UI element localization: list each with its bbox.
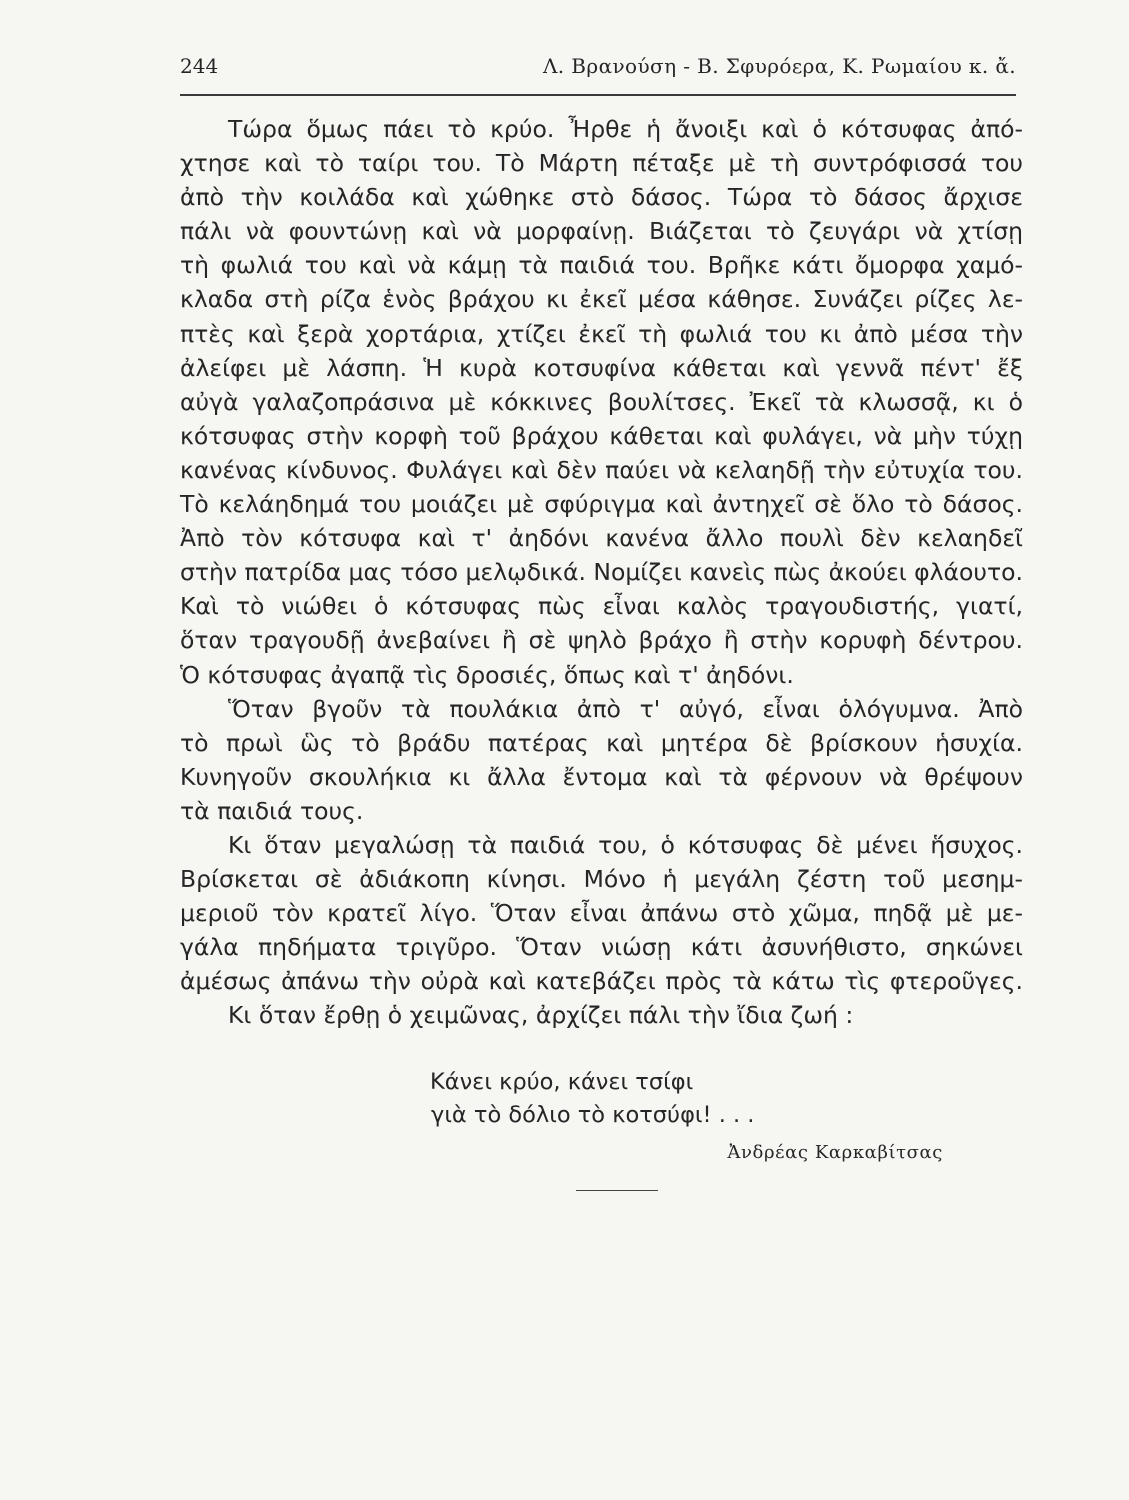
text-line: στὴν πατρίδα μας τόσο μελῳδικά. Νομίζει κανεὶς πὼς ἀκούει φλάουτο.	[180, 558, 1023, 587]
poem-line: γιὰ τὸ δόλιο τὸ κοτσύφι! . . .	[431, 1102, 755, 1128]
text-line: τὴ φωλιά του καὶ νὰ κάμῃ τὰ παιδιά του. Βρῆκε κάτι ὄμορφα χαμό-	[180, 251, 1023, 280]
text-line: Βρίσκεται σὲ ἀδιάκοπη κίνησι. Μόνο ἡ μεγάλη ζέστη τοῦ μεσημ-	[180, 865, 1023, 894]
text-line: πτὲς καὶ ξερὰ χορτάρια, χτίζει ἐκεῖ τὴ φωλιά του κι ἀπὸ μέσα τὴν	[180, 319, 1023, 348]
text-line: ἀμέσως ἀπάνω τὴν οὐρὰ καὶ κατεβάζει πρὸς τὰ κάτω τὶς φτεροῦγες.	[180, 967, 1023, 996]
text-line: Κι ὅταν μεγαλώσῃ τὰ παιδιά του, ὁ κότσυφας δὲ μένει ἥσυχος.	[228, 830, 1023, 859]
text-line: τὸ πρωὶ ὣς τὸ βράδυ πατέρας καὶ μητέρα δὲ βρίσκουν ἡσυχία.	[180, 728, 1023, 757]
poem-line: Κάνει κρύο, κάνει τσίφι	[430, 1069, 694, 1095]
text-line: τὰ παιδιά τους.	[180, 796, 364, 825]
main-text	[180, 112, 1023, 1033]
text-line: Τὸ κελάηδημά του μοιάζει μὲ σφύριγμα καὶ ἀντηχεῖ σὲ ὅλο τὸ δάσος.	[180, 490, 1023, 519]
text-line: Κι ὅταν ἔρθῃ ὁ χειμῶνας, ἀρχίζει πάλι τὴν ἴδια ζωή :	[228, 1001, 854, 1030]
section-divider	[576, 1190, 658, 1191]
text-line: Τώρα ὅμως πάει τὸ κρύο. Ἦρθε ἡ ἄνοιξι καὶ ὁ κότσυφας ἀπό-	[228, 115, 1023, 143]
text-line: κλαδα στὴ ρίζα ἑνὸς βράχου κι ἐκεῖ μέσα κάθησε. Συνάζει ρίζες λε-	[180, 285, 1023, 314]
text-line: Ἀπὸ τὸν κότσυφα καὶ τ' ἀηδόνι κανένα ἄλλο πουλὶ δὲν κελαηδεῖ	[180, 524, 1023, 553]
text-line: ἀλείφει μὲ λάσπη. Ἡ κυρὰ κοτσυφίνα κάθεται καὶ γεννᾶ πέντ' ἔξ	[180, 353, 1023, 382]
text-line: Ὅταν βγοῦν τὰ πουλάκια ἀπὸ τ' αὐγό, εἶναι ὁλόγυμνα. Ἀπὸ	[228, 694, 1023, 723]
text-line: Κυνηγοῦν σκουλήκια κι ἄλλα ἔντομα καὶ τὰ φέρνουν νὰ θρέψουν	[180, 762, 1023, 791]
text-line: γάλα πηδήματα τριγῦρο. Ὅταν νιώσῃ κάτι ἀσυνήθιστο, σηκώνει	[180, 933, 1023, 962]
author-signature: Ἀνδρέας Καρκαβίτσας	[727, 1142, 943, 1163]
page-number: 244	[180, 54, 219, 78]
text-line: κανένας κίνδυνος. Φυλάγει καὶ δὲν παύει νὰ κελαηδῇ τὴν εὐτυχία του.	[180, 455, 1023, 484]
text-line: ἀπὸ τὴν κοιλάδα καὶ χώθηκε στὸ δάσος. Τώρα τὸ δάσος ἄρχισε	[180, 183, 1023, 212]
text-line: κότσυφας στὴν κορφὴ τοῦ βράχου κάθεται καὶ φυλάγει, νὰ μὴν τύχῃ	[180, 421, 1023, 450]
text-line: ὅταν τραγουδῇ ἀνεβαίνει ἢ σὲ ψηλὸ βράχο ἢ στὴν κορυφὴ δέντρου.	[180, 626, 1023, 655]
poem-quote	[430, 1066, 754, 1132]
running-title: Λ. Βρανούση - Β. Σφυρόερα, Κ. Ρωμαίου κ. ἄ.	[542, 54, 1016, 78]
text-line: αὐγὰ γαλαζοπράσινα μὲ κόκκινες βουλίτσες. Ἐκεῖ τὰ κλωσσᾷ, κι ὁ	[180, 387, 1023, 416]
text-line: Ὁ κότσυφας ἀγαπᾷ τὶς δροσιές, ὅπως καὶ τ' ἀηδόνι.	[180, 660, 794, 689]
text-line: μεριοῦ τὸν κρατεῖ λίγο. Ὅταν εἶναι ἀπάνω στὸ χῶμα, πηδᾷ μὲ με-	[180, 899, 1023, 928]
text-line: Καὶ τὸ νιώθει ὁ κότσυφας πὼς εἶναι καλὸς τραγουδιστής, γιατί,	[180, 592, 1023, 621]
text-line: πάλι νὰ φουντώνῃ καὶ νὰ μορφαίνῃ. Βιάζεται τὸ ζευγάρι νὰ χτίσῃ	[180, 217, 1023, 246]
page-header	[180, 48, 1016, 96]
text-line: χτησε καὶ τὸ ταίρι του. Τὸ Μάρτη πέταξε μὲ τὴ συντρόφισσά του	[180, 149, 1023, 178]
